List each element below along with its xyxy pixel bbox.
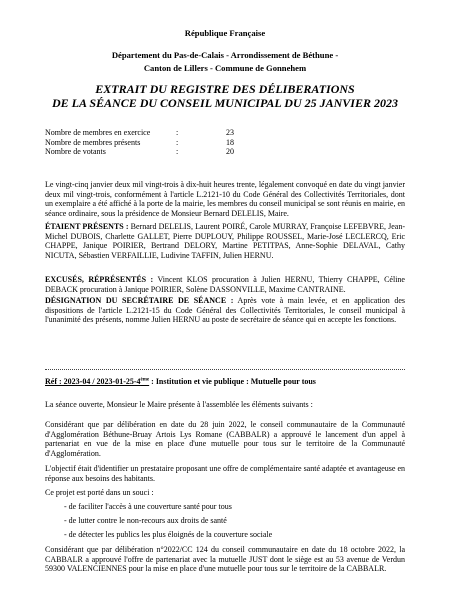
excuses-label: EXCUSÉS, RÉPRÉSENTÉS : <box>45 275 154 284</box>
list-item: - de lutter contre le non-recours aux droits de santé <box>64 516 227 525</box>
excuses-text: Vincent KLOS procuration à Julien HERNU, Thierry CHAPPE, Céline DEBACK procuration à Janique POIRIER, Solène DASSONVILLE, Maxime CANTRAINE. <box>45 275 405 294</box>
title-line1: EXTRAIT DU REGISTRE DES DÉLIBERATIONS <box>95 82 355 96</box>
body-paragraph-2: Considérant que par délibération en date du 28 juin 2022, le conseil communautaire de la Communauté d'Agglomération Béthune-Bruay Artois Lys Romane (CABBALR) a approuvé le lancement d'un appel à partenariat en vue de la mise en place d'une mutuelle pour tous sur le territoire de la Communauté d'Agglomération. <box>45 420 405 458</box>
header-departement-line2: Canton de Lillers - Commune de Gonnehem <box>143 63 307 73</box>
body-paragraph-3: L'objectif était d'identifier un prestataire proposant une offre de complémentaire santé adaptée et avantageuse en réponse aux besoins des habitants. <box>45 464 405 483</box>
title-line2: DE LA SÉANCE DU CONSEIL MUNICIPAL DU 25 JANVIER 2023 <box>52 96 398 110</box>
reference-subject: : Institution et vie publique : Mutuelle pour tous <box>149 377 316 386</box>
reference-code-text: Réf : 2023-04 / 2023-01-25-4 <box>45 377 141 386</box>
presents-label: ÉTAIENT PRÉSENTS : <box>45 222 129 231</box>
presents-text: Bernard DELELIS, Laurent POIRÉ, Carole MURRAY, Françoise LEFEBVRE, Jean-Michel DUBOIS, Charlette GALLET, Pierre DUPLOUY, Philippe ROUSSEL, Marie-José LECLERCQ, Eric CHAPPE, Janique POIRIER, Bertrand DELORY, Martine PETITPAS, Anne-Sophie DELAVAL, Cathy NICUTA, Sébastien VERFAILLIE, Ludivine TAFFIN, Julien HERNU. <box>45 222 405 260</box>
stat-label: Nombre de membres en exercice <box>45 128 151 137</box>
body-paragraph-1: La séance ouverte, Monsieur le Maire présente à l'assemblée les éléments suivants : <box>45 400 313 409</box>
stat-colon: : <box>176 137 179 147</box>
excuses-paragraph <box>45 275 405 294</box>
stat-row <box>45 138 234 148</box>
stat-label: Nombre de votants <box>45 147 106 157</box>
header-departement-line1: Département du Pas-de-Calais - Arrondissement de Béthune - <box>111 50 339 60</box>
stat-colon: : <box>176 147 179 157</box>
members-stats <box>45 128 234 157</box>
document-title <box>0 82 450 110</box>
stat-row <box>45 128 234 138</box>
section-divider <box>45 369 405 370</box>
reference-sup: ème <box>140 377 150 383</box>
stat-colon: : <box>176 128 179 137</box>
secretaire-text: Après vote à main levée, et en application des dispositions de l'article L.2121-15 du Code Général des Collectivités Territoriales, le conseil municipal à l'unanimité des présents, nomme Julien HERNU au poste de secrétaire de séance qui en accepte les fonctions. <box>45 296 405 325</box>
body-paragraph-4: Ce projet est porté dans un souci : <box>45 488 154 497</box>
stat-value: 20 <box>226 147 234 157</box>
list-item: - de faciliter l'accès à une couverture santé pour tous <box>64 502 232 511</box>
secretaire-label: DÉSIGNATION DU SECRÉTAIRE DE SÉANCE : <box>45 296 234 305</box>
stat-row <box>45 147 234 157</box>
list-item: - de détecter les publics les plus éloignés de la couverture sociale <box>64 530 273 539</box>
reference-code <box>45 377 149 386</box>
bullet-list <box>64 500 272 542</box>
intro-paragraph: Le vingt-cinq janvier deux mil vingt-trois à dix-huit heures trente, légalement convoqué en date du vingt janvier deux mil vingt-trois, conformément à l'article L.2121-10 du Code Général des Collectivités Territoriales, dont un exemplaire a été affiché à la porte de la mairie, les membres du conseil municipal se sont réunis en mairie, en séance ordinaire, sous la présidence de Monsieur Bernard DELELIS, Maire. <box>45 180 405 218</box>
secretaire-paragraph <box>45 296 405 325</box>
stat-value: 23 <box>226 128 234 137</box>
presents-paragraph <box>45 222 405 260</box>
header-departement <box>0 49 450 75</box>
stat-value: 18 <box>226 137 234 147</box>
header-republique: République Française <box>184 28 266 38</box>
stat-label: Nombre de membres présents <box>45 137 141 147</box>
deliberation-reference <box>45 377 405 386</box>
body-paragraph-5: Considérant que par délibération n°2022/CC 124 du conseil communautaire en date du 18 octobre 2022, la CABBALR a approuvé l'offre de partenariat avec la mutuelle JUST dont le siège est au 53 avenue de Verdun 59300 VALENCIENNES pour la mise en place d'une mutuelle pour tous sur le territoire de la CABBALR. <box>45 545 405 574</box>
